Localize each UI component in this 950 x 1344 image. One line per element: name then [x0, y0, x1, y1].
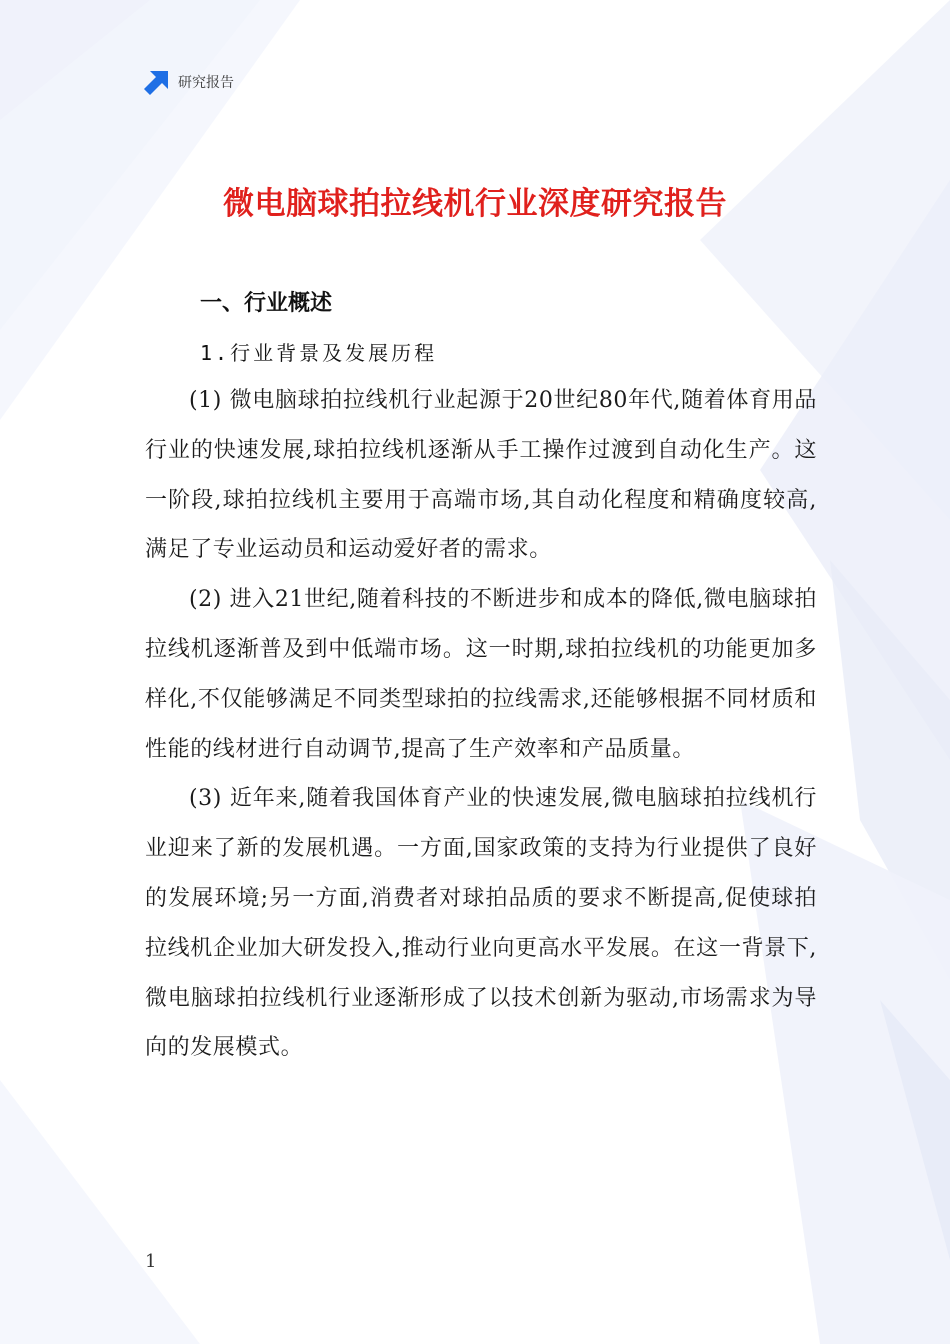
paragraph-1: (1) 微电脑球拍拉线机行业起源于20世纪80年代,随着体育用品行业的快速发展,球拍拉线机逐渐从手工操作过渡到自动化生产。这一阶段,球拍拉线机主要用于高端市场,其自动化程度和精确度较高,满足了专业运动员和运动爱好者的需求。: [145, 388, 817, 563]
paragraph-2: (2) 进入21世纪,随着科技的不断进步和成本的降低,微电脑球拍拉线机逐渐普及到中低端市场。这一时期,球拍拉线机的功能更加多样化,不仅能够满足不同类型球拍的拉线需求,还能够根据不同材质和性能的线材进行自动调节,提高了生产效率和产品质量。: [145, 587, 817, 762]
document-header: [144, 68, 234, 96]
paragraph-3: (3) 近年来,随着我国体育产业的快速发展,微电脑球拍拉线机行业迎来了新的发展机遇。一方面,国家政策的支持为行业提供了良好的发展环境;另一方面,消费者对球拍品质的要求不断提高,促使球拍拉线机企业加大研发投入,推动行业向更高水平发展。在这一背景下,微电脑球拍拉线机行业逐渐形成了以技术创新为驱动,市场需求为导向的发展模式。: [145, 786, 817, 1061]
section-heading: 一、行业概述: [200, 291, 333, 316]
arrow-up-right-icon: [144, 69, 170, 95]
document-title: 微电脑球拍拉线机行业深度研究报告: [223, 186, 727, 222]
page-number: 1: [145, 1251, 157, 1272]
header-label: 研究报告: [178, 75, 234, 91]
body-text: [145, 376, 817, 1073]
section-subheading: 1.行业背景及发展历程: [200, 341, 438, 365]
